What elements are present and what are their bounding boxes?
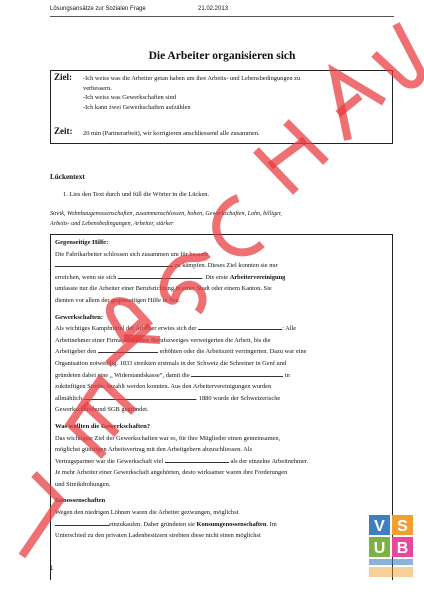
text-line <box>55 456 388 468</box>
svg-text:S: S <box>397 518 408 535</box>
text-line: zukünftigen Streiks bezahlt werden konnten. Aus den Arbeitervereinigungen wurden <box>55 383 272 391</box>
text-fragment: gründeten dabei eine „ Widerstandskasse“, damit die <box>55 371 190 379</box>
text-fragment: Vertragspartner war die Gewerkschaft viel <box>55 457 164 465</box>
header-date: 21.02.2013 <box>198 6 229 12</box>
answer-blank[interactable] <box>55 266 173 267</box>
text-fragment: . Die erste <box>202 273 229 281</box>
svg-text:U: U <box>373 540 386 557</box>
goal-line: -Ich kann zwei Gewerkschaften aufzählen <box>83 103 191 111</box>
text-line: Organisation notwendig. 1833 streikten erstmals in der Schweiz die Schreiner in Genf und <box>55 359 287 367</box>
word-bank-line: Streik, Wohnbaugenossenschaften, zusammenschlossen, hohen, Gewerkschaften, Lohn, billiger, <box>50 211 282 217</box>
subsection-heading: Gegenseitige Hilfe: <box>55 239 109 246</box>
text-line <box>55 323 388 335</box>
text-line: Je mehr Arbeiter einer Gewerkschaft angehörten, desto wirksamer waren ihre Forderungen <box>55 469 288 477</box>
svg-text:B: B <box>396 540 409 557</box>
text-line <box>55 260 388 272</box>
answer-blank[interactable] <box>165 462 229 463</box>
text-line: umfasste nur die Arbeiter einer Berufsrichtung in einer Stadt oder einem Kanton. Sie <box>55 285 272 293</box>
text-line: Unterschied zu den privaten Ladenbesitzern strebten diese nicht einen möglichst <box>55 532 261 540</box>
text-fragment: Konsumgenossenschaften <box>196 520 267 528</box>
goals-label: Ziel: <box>54 72 72 82</box>
answer-blank[interactable] <box>191 376 283 377</box>
goals-text <box>83 74 388 112</box>
answer-blank[interactable] <box>198 329 282 330</box>
subsection-heading: Was wollten die Gewerkschaften? <box>55 422 151 430</box>
text-fragment: einzukaufen. Daher gründeten sie <box>109 520 195 528</box>
text-fragment: Arbeitgeber den <box>55 348 97 356</box>
text-fragment: Arbeitervereinigung <box>229 273 286 281</box>
page-number: 1 <box>50 566 54 572</box>
section-heading: Lückentext <box>50 173 85 181</box>
header-rule <box>50 16 394 17</box>
time-label: Zeit: <box>54 126 73 136</box>
text-fragment: in <box>284 371 290 379</box>
subsection-heading: Gewerkschaften: <box>55 313 103 321</box>
text-fragment: als der einzelne Arbeitnehmer. <box>230 457 309 465</box>
header-subject: Lösungsansätze zur Sozialen Frage <box>50 6 146 12</box>
goal-line: verbessern. <box>83 84 112 92</box>
text-line <box>55 370 388 382</box>
text-line: möglichst günstigen Arbeitsvertrag mit den Arbeitgebern abzuschliessen. Als <box>55 446 253 454</box>
text-line <box>55 346 388 358</box>
text-fragment: zu kämpfen. Dieses Ziel konnten sie nur <box>174 262 278 270</box>
text-fragment: : Alle <box>282 325 297 333</box>
vsub-logo <box>367 513 415 579</box>
cloze-text-box <box>50 234 393 580</box>
text-line <box>55 519 388 531</box>
text-line: und Streikdrohungen. <box>55 480 111 488</box>
goal-line: -Ich weiss was Gewerkschaften sind <box>83 94 176 102</box>
text-line <box>55 393 388 405</box>
subsection-heading: Genossenschaften <box>55 497 106 505</box>
text-fragment: erreichen, wenn sie sich <box>55 273 117 281</box>
time-text: 20 min (Partnerarbeit), wir korrigieren anschliessend alle zusammen. <box>83 130 260 137</box>
text-fragment: . Im <box>266 520 277 528</box>
text-line: Wegen den niedrigen Löhnen waren die Arbeiter gezwungen, möglichst <box>55 509 239 517</box>
text-fragment: erhöhten oder die Arbeitszeit verringerten. Dazu war eine <box>159 348 307 356</box>
goal-line: -Ich weiss was die Arbeiter getan haben um ihre Arbeits- und Lebensbedingungen zu <box>83 75 301 82</box>
page-header <box>50 6 394 18</box>
word-bank-line: Arbeits- und Lebensbedingungen, Arbeiter, stärker <box>50 221 174 227</box>
answer-blank[interactable] <box>118 278 202 279</box>
goals-box <box>50 70 393 144</box>
text-line <box>55 272 388 284</box>
task-instruction: 1. Lies den Text durch und füll die Wörter in die Lücken. <box>63 191 210 198</box>
text-fragment: allmählich <box>55 394 82 402</box>
answer-blank[interactable] <box>84 399 196 400</box>
text-line: Das wichtigste Ziel der Gewerkschaften war es, für ihre Mitglieder einen gemeinsamen, <box>55 434 281 442</box>
text-fragment: . 1880 wurde der Schweizerische <box>195 394 281 402</box>
page-title: Die Arbeiter organisieren sich <box>148 50 296 62</box>
text-fragment: Als wichtiges Kampfmittel der Arbeiter erwies sich der <box>55 325 197 333</box>
text-line: Die Fabrikarbeiter schlossen sich zusammen um für bessere <box>55 250 209 258</box>
svg-text:V: V <box>374 518 385 535</box>
text-line: Arbeitnehmer einer Firma oder eines Berufszweiges verweigerten die Arbeit, bis die <box>55 336 271 344</box>
answer-blank[interactable] <box>55 525 109 526</box>
text-line: dienten vor allem der gegenseitigen Hilfe in Not. <box>55 296 181 304</box>
word-bank <box>50 209 394 229</box>
answer-blank[interactable] <box>98 352 158 353</box>
text-line: Gewerkschaftsbund SGB gegründet. <box>55 406 149 414</box>
